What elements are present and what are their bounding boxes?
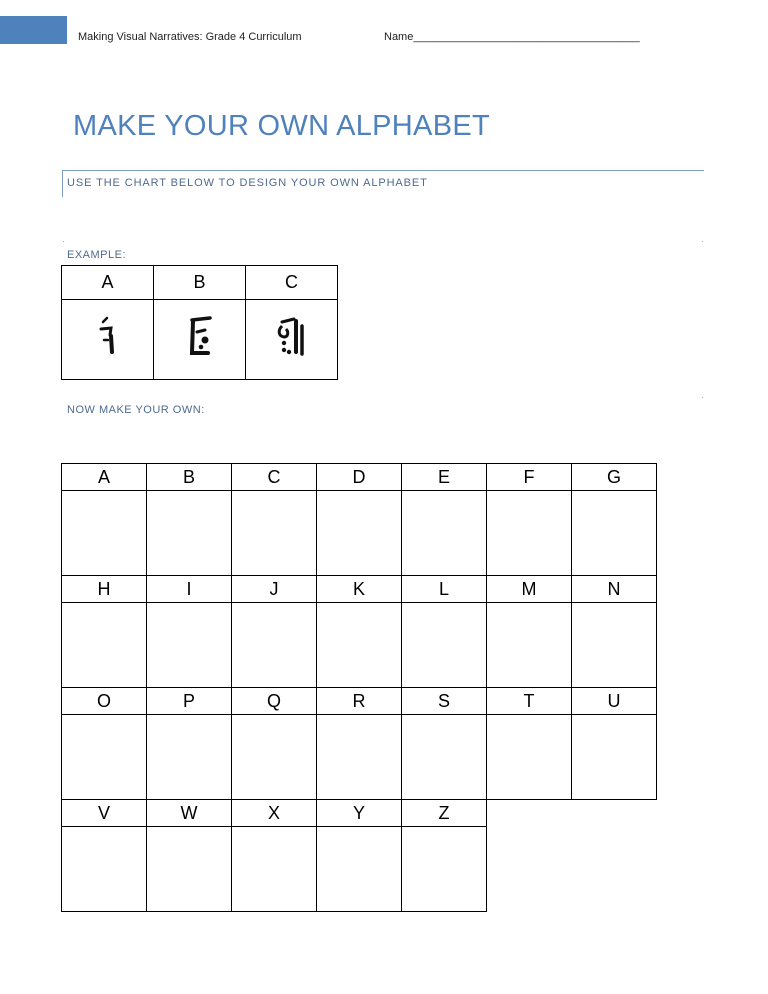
draw-cell-a — [62, 491, 147, 576]
draw-cell-y — [317, 827, 402, 912]
draw-cell-d — [317, 491, 402, 576]
draw-cell-m — [487, 603, 572, 688]
example-glyph-a — [62, 300, 154, 380]
make-your-own-label: NOW MAKE YOUR OWN: — [67, 404, 205, 416]
letter-q: Q — [232, 688, 317, 715]
example-glyph-c — [246, 300, 338, 380]
letter-v: V — [62, 800, 147, 827]
invented-glyph-a — [93, 312, 123, 362]
empty-cell — [487, 800, 572, 827]
letter-b: B — [147, 464, 232, 491]
draw-cell-x — [232, 827, 317, 912]
letter-s: S — [402, 688, 487, 715]
draw-cell-f — [487, 491, 572, 576]
letter-n: N — [572, 576, 657, 603]
draw-cell-s — [402, 715, 487, 800]
letter-p: P — [147, 688, 232, 715]
letter-z: Z — [402, 800, 487, 827]
letter-j: J — [232, 576, 317, 603]
draw-cell-w — [147, 827, 232, 912]
example-letter-b: B — [154, 266, 246, 300]
draw-cell-q — [232, 715, 317, 800]
letter-t: T — [487, 688, 572, 715]
letter-d: D — [317, 464, 402, 491]
empty-cell — [487, 827, 572, 912]
example-letter-a: A — [62, 266, 154, 300]
draw-cell-h — [62, 603, 147, 688]
draw-cell-n — [572, 603, 657, 688]
page-title: MAKE YOUR OWN ALPHABET — [73, 110, 490, 142]
letter-y: Y — [317, 800, 402, 827]
draw-cell-i — [147, 603, 232, 688]
draw-cell-c — [232, 491, 317, 576]
letter-g: G — [572, 464, 657, 491]
draw-cell-k — [317, 603, 402, 688]
example-letter-c: C — [246, 266, 338, 300]
letter-m: M — [487, 576, 572, 603]
draw-cell-z — [402, 827, 487, 912]
letter-c: C — [232, 464, 317, 491]
letter-i: I — [147, 576, 232, 603]
draw-cell-o — [62, 715, 147, 800]
letter-l: L — [402, 576, 487, 603]
draw-cell-v — [62, 827, 147, 912]
invented-glyph-b — [182, 312, 218, 362]
divider-mark — [63, 241, 64, 242]
letter-h: H — [62, 576, 147, 603]
draw-cell-t — [487, 715, 572, 800]
curriculum-title: Making Visual Narratives: Grade 4 Curriculum — [78, 31, 302, 43]
subtitle: USE THE CHART BELOW TO DESIGN YOUR OWN ALPHABET — [67, 177, 428, 189]
draw-cell-p — [147, 715, 232, 800]
name-field: Name_____________________________________ — [384, 31, 640, 43]
letter-e: E — [402, 464, 487, 491]
invented-glyph-c — [274, 312, 310, 362]
letter-x: X — [232, 800, 317, 827]
draw-cell-g — [572, 491, 657, 576]
divider-mark — [702, 397, 703, 398]
letter-f: F — [487, 464, 572, 491]
draw-cell-j — [232, 603, 317, 688]
letter-w: W — [147, 800, 232, 827]
draw-cell-l — [402, 603, 487, 688]
empty-cell — [572, 800, 657, 827]
example-glyph-b — [154, 300, 246, 380]
draw-cell-e — [402, 491, 487, 576]
draw-cell-r — [317, 715, 402, 800]
alphabet-grid — [61, 463, 657, 912]
letter-r: R — [317, 688, 402, 715]
draw-cell-b — [147, 491, 232, 576]
draw-cell-u — [572, 715, 657, 800]
letter-a: A — [62, 464, 147, 491]
example-table — [61, 265, 338, 380]
empty-cell — [572, 827, 657, 912]
letter-o: O — [62, 688, 147, 715]
example-label: EXAMPLE: — [67, 249, 127, 261]
header-accent-block — [0, 16, 67, 44]
letter-u: U — [572, 688, 657, 715]
divider-mark — [702, 241, 703, 242]
letter-k: K — [317, 576, 402, 603]
